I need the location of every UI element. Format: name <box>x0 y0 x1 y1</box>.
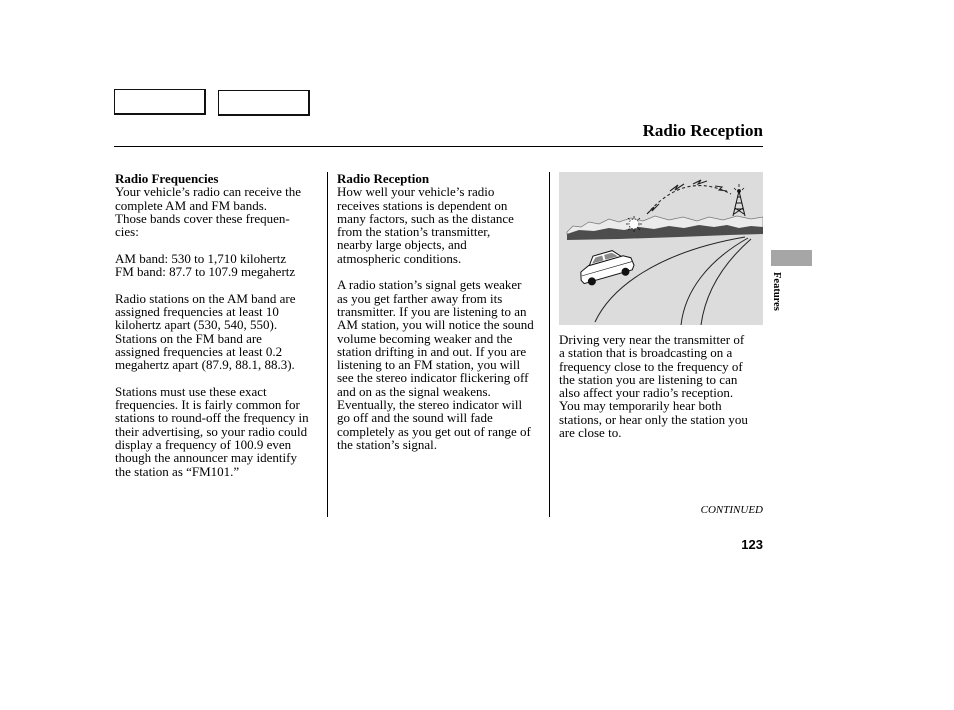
paragraph <box>115 185 321 238</box>
paragraph <box>337 185 543 265</box>
text-line: AM band: 530 to 1,710 kilohertz <box>115 250 287 266</box>
column-divider <box>549 172 550 517</box>
nav-box-right[interactable] <box>218 90 310 116</box>
text-line: assigned frequencies at least 0.2 <box>115 343 283 359</box>
text-line: Eventually, the stereo indicator will <box>337 397 523 413</box>
section-heading: Radio Frequencies <box>115 171 219 186</box>
text-line: station drifting in and out. If you are <box>337 343 527 359</box>
text-line: Driving very near the transmitter of <box>559 332 745 347</box>
text-line: from the station’s transmitter, <box>337 224 491 240</box>
text-line: many factors, such as the distance <box>337 210 514 226</box>
section-heading: Radio Reception <box>337 171 430 186</box>
text-line: stations to round-off the frequency in <box>115 410 309 426</box>
paragraph <box>115 292 321 372</box>
text-line: Stations must use these exact <box>115 383 267 399</box>
text-line: the station’s signal. <box>337 436 438 452</box>
text-line: display a frequency of 100.9 even <box>115 436 292 452</box>
text-line: receives stations is dependent on <box>337 197 508 213</box>
text-line: their advertising, so your radio could <box>115 423 308 439</box>
text-line: and on as the signal weakens. <box>337 383 491 399</box>
text-line: cies: <box>115 224 139 240</box>
column-divider <box>327 172 328 517</box>
text-line: Your vehicle’s radio can receive the <box>115 184 302 200</box>
nav-box-left[interactable] <box>114 89 206 115</box>
text-line: the station you are listening to can <box>559 371 738 387</box>
text-line: FM band: 87.7 to 107.9 megahertz <box>115 264 296 280</box>
text-line: A radio station’s signal gets weaker <box>337 277 522 293</box>
side-tab[interactable] <box>771 250 812 266</box>
text-line: are close to. <box>559 425 622 441</box>
text-line: complete AM and FM bands. <box>115 197 268 213</box>
text-line: megahertz apart (87.9, 88.1, 88.3). <box>115 357 295 373</box>
side-tab-label[interactable]: Features <box>771 272 782 311</box>
illustration-background <box>559 172 763 325</box>
text-line: listening to an FM station, you will <box>337 357 521 373</box>
text-line: the station as “FM101.” <box>115 463 240 479</box>
text-line: though the announcer may identify <box>115 450 297 466</box>
text-line: kilohertz apart (530, 540, 550). <box>115 317 278 333</box>
page-number: 123 <box>741 537 763 552</box>
column-radio-frequencies <box>115 172 321 478</box>
radio-reception-illustration <box>559 172 763 325</box>
continued-label: CONTINUED <box>700 504 763 516</box>
text-line: Radio stations on the AM band are <box>115 290 296 306</box>
text-line: volume becoming weaker and the <box>337 330 513 346</box>
header-rule <box>114 146 763 147</box>
text-line: assigned frequencies at least 10 <box>115 303 279 319</box>
text-line: nearby large objects, and <box>337 237 467 253</box>
text-line: as you get farther away from its <box>337 290 503 306</box>
text-line: transmitter. If you are listening to an <box>337 303 527 319</box>
text-line: You may temporarily hear both <box>559 398 722 414</box>
column-radio-reception <box>337 172 543 451</box>
text-line: frequency close to the frequency of <box>559 358 743 374</box>
text-line: Those bands cover these frequen- <box>115 210 290 226</box>
text-line: completely as you get out of range of <box>337 423 531 439</box>
text-line: frequencies. It is fairly common for <box>115 397 300 413</box>
text-line: see the stereo indicator flickering off <box>337 370 529 386</box>
text-line: AM station, you will notice the sound <box>337 317 534 333</box>
column-interference <box>559 333 763 439</box>
page-title: Radio Reception <box>642 121 763 140</box>
text-line: stations, or hear only the station you <box>559 411 748 427</box>
text-line: a station that is broadcasting on a <box>559 345 733 361</box>
paragraph <box>337 278 543 451</box>
text-line: Stations on the FM band are <box>115 330 262 346</box>
text-line: also affect your radio’s reception. <box>559 385 734 401</box>
text-line: go off and the sound will fade <box>337 410 493 426</box>
paragraph <box>115 252 321 279</box>
paragraph <box>115 385 321 478</box>
text-line: atmospheric conditions. <box>337 250 462 266</box>
text-line: How well your vehicle’s radio <box>337 184 495 200</box>
paragraph <box>559 333 763 439</box>
